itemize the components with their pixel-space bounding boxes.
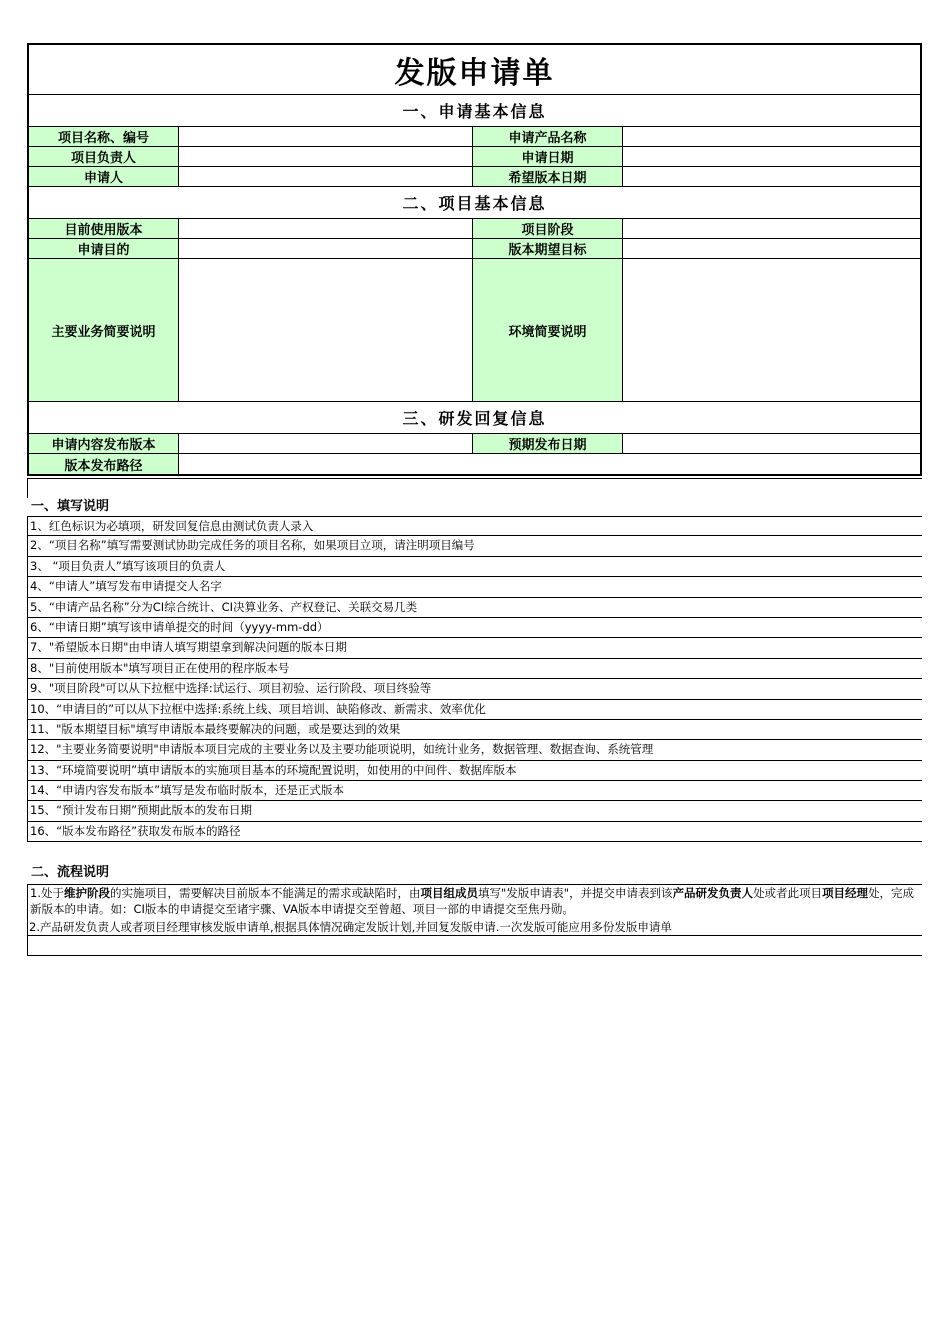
input-current-version[interactable]: [179, 219, 473, 238]
section-rd-reply: 三、研发回复信息: [29, 402, 920, 434]
process-title-wrap: [27, 864, 922, 882]
form-row: [29, 219, 920, 239]
instruction-item: 7、"希望版本日期"由申请人填写期望拿到解决问题的版本日期: [27, 638, 922, 658]
instruction-item: 4、“申请人”填写发布申请提交人名字: [27, 577, 922, 597]
input-purpose[interactable]: [179, 239, 473, 258]
instruction-list: [27, 516, 922, 842]
section-basic-info: 一、申请基本信息: [29, 95, 920, 127]
label-product-name: 申请产品名称: [473, 127, 623, 146]
label-current-version: 目前使用版本: [29, 219, 179, 238]
section-project-info: 二、项目基本信息: [29, 187, 920, 219]
label-project-name: 项目名称、编号: [29, 127, 179, 146]
process-paragraph-2: 2.产品研发负责人或者项目经理审核发版申请单,根据具体情况确定发版计划,并回复发版申请.一次发版可能应用多份发版申请单: [29, 920, 672, 934]
label-project-owner: 项目负责人: [29, 147, 179, 166]
instruction-item: 2、“项目名称”填写需要测试协助完成任务的项目名称，如果项目立项，请注明项目编号: [27, 536, 922, 556]
input-env-desc[interactable]: [623, 259, 920, 401]
label-env-desc: 环境简要说明: [473, 259, 623, 401]
instruction-item: 16、“版本发布路径”获取发布版本的路径: [27, 822, 922, 842]
spacer-row: [27, 936, 922, 956]
instruction-item: 11、"版本期望目标"填写申请版本最终要解决的问题，或是要达到的效果: [27, 720, 922, 740]
input-planned-date[interactable]: [623, 434, 920, 453]
input-project-owner[interactable]: [179, 147, 473, 166]
instruction-item: 12、"主要业务简要说明"申请版本项目完成的主要业务以及主要功能项说明，如统计业务，数据管理、数据查询、系统管理: [27, 740, 922, 760]
form-row: [29, 259, 920, 402]
form-title: 发版申请单: [29, 45, 920, 95]
form-row: [29, 127, 920, 147]
label-purpose: 申请目的: [29, 239, 179, 258]
instruction-item: 6、“申请日期”填写该申请单提交的时间（yyyy-mm-dd）: [27, 618, 922, 638]
instruction-item: 13、“环境简要说明”填申请版本的实施项目基本的环境配置说明，如使用的中间件、数据库版本: [27, 761, 922, 781]
process-paragraph-1: 1.处于维护阶段的实施项目，需要解决目前版本不能满足的需求或缺陷时，由项目组成员填写"发版申请表"，并提交申请表到该产品研发负责人处或者此项目项目经理处，完成新版本的申请。如：CI版本的申请提交至诸宇骤、VA版本申请提交至曾超、项目一部的申请提交至焦丹勋。: [30, 886, 915, 916]
instruction-item: 5、“申请产品名称”分为CI综合统计、CI决算业务、产权登记、关联交易几类: [27, 598, 922, 618]
instruction-item: 8、"目前使用版本"填写项目正在使用的程序版本号: [27, 659, 922, 679]
form-row: [29, 454, 920, 474]
input-product-name[interactable]: [623, 127, 920, 146]
input-project-stage[interactable]: [623, 219, 920, 238]
form-row: [29, 167, 920, 187]
label-release-path: 版本发布路径: [29, 454, 179, 474]
input-expected-date[interactable]: [623, 167, 920, 186]
label-business-desc: 主要业务简要说明: [29, 259, 179, 401]
form-row: [29, 239, 920, 259]
form-row: [29, 434, 920, 454]
input-business-desc[interactable]: [179, 259, 473, 401]
input-release-version[interactable]: [179, 434, 473, 453]
form-row: [29, 147, 920, 167]
input-project-name[interactable]: [179, 127, 473, 146]
process-title: 二、流程说明: [31, 865, 110, 880]
label-applicant: 申请人: [29, 167, 179, 186]
instruction-item: 1、红色标识为必填项，研发回复信息由测试负责人录入: [27, 516, 922, 536]
instruction-item: 14、“申请内容发布版本”填写是发布临时版本，还是正式版本: [27, 781, 922, 801]
label-version-goal: 版本期望目标: [473, 239, 623, 258]
input-version-goal[interactable]: [623, 239, 920, 258]
instructions-section: [27, 478, 922, 842]
instructions-title: 一、填写说明: [31, 499, 110, 514]
label-planned-date: 预期发布日期: [473, 434, 623, 453]
label-release-version: 申请内容发布版本: [29, 434, 179, 453]
instruction-item: 9、"项目阶段"可以从下拉框中选择:试运行、项目初验、运行阶段、项目终验等: [27, 679, 922, 699]
instruction-item: 3、 “项目负责人”填写该项目的负责人: [27, 557, 922, 577]
input-applicant[interactable]: [179, 167, 473, 186]
instruction-item: 15、“预计发布日期”预期此版本的发布日期: [27, 801, 922, 821]
release-request-form: [27, 43, 922, 476]
spacer-row: [27, 478, 922, 498]
label-expected-date: 希望版本日期: [473, 167, 623, 186]
input-release-path[interactable]: [179, 454, 920, 474]
label-project-stage: 项目阶段: [473, 219, 623, 238]
instruction-item: 10、“申请目的”可以从下拉框中选择:系统上线、项目培训、缺陷修改、新需求、效率优化: [27, 700, 922, 720]
input-apply-date[interactable]: [623, 147, 920, 166]
label-apply-date: 申请日期: [473, 147, 623, 166]
